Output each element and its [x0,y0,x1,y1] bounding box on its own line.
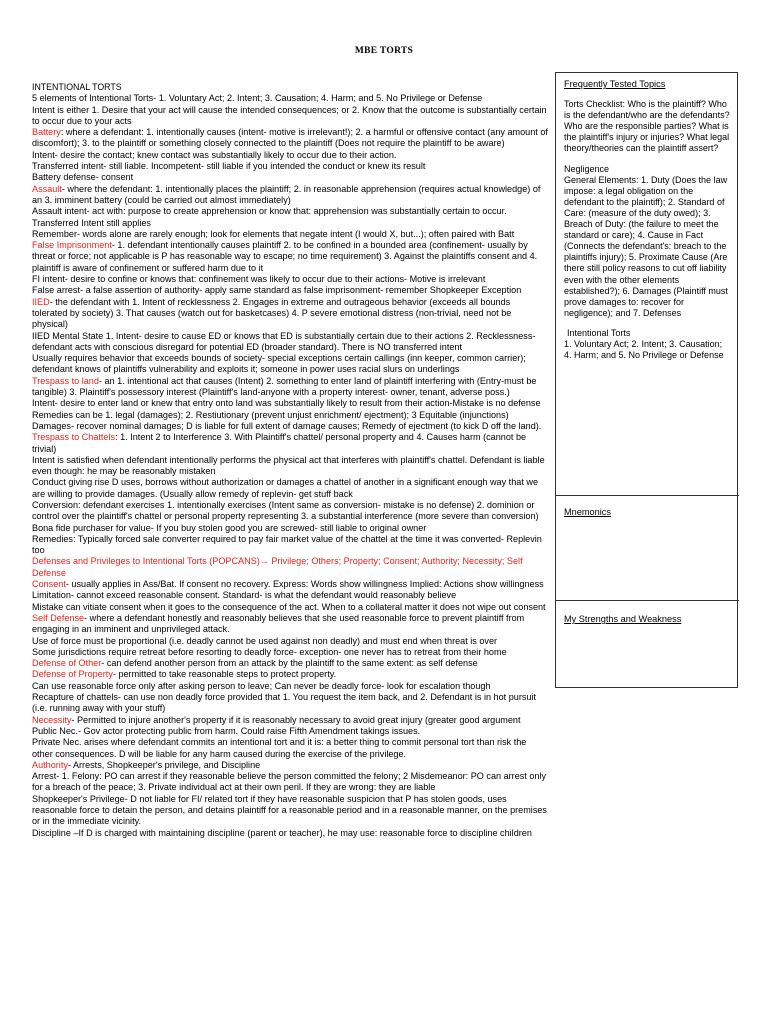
note-text: Damages- recover nominal damages; D is liable for full extent of damage causes; Remedy of ejectment (to kick D off the land). [32,420,542,431]
note-line [32,681,548,692]
note-line [32,421,548,432]
note-text: - permitted to take reasonable steps to protect property. [112,669,337,680]
note-line [32,127,548,150]
note-text: Intent- desire the contact; knew contact was substantially likely to occur due to their action. [32,149,397,160]
note-line [32,579,548,590]
note-line [32,206,548,229]
term-label: Assault [32,183,62,194]
term-label: Trespass to Chattels [32,432,116,443]
note-text: - usually applies in Ass/Bat. If consent no recovery. Express: Words show willingness Implied: Actions show willingness [65,579,544,590]
note-text: FI intent- desire to confine or knows that: confinement was likely to occur due to their actions- Motive is irrelevant [32,274,486,285]
term-label: Trespass to land [32,375,99,386]
note-text: Can use reasonable force only after asking person to leave; Can never be deadly force- look for escalation though [32,680,491,691]
note-line [32,602,548,613]
note-line [32,184,548,207]
note-line [32,556,548,579]
note-text: : where a defendant: 1. intentionally causes (intent- motive is irrelevant!); 2. a harmful or offensive contact (any amount of discomfort); 3. to the plaintiff or something closely connected to the plaintiff (Does not require the plaintiff to be aware) [32,127,548,149]
note-line [32,410,548,421]
note-text: Some jurisdictions require retreat before resorting to deadly force- exception- one never has to retreat from their home [32,646,507,657]
note-text: Remedies can be 1. legal (damages); 2. Restiutionary (prevent unjust enrichment/ ejectment); 3 Equitable (injunctions) [32,409,509,420]
intentional-torts-heading: Intentional Torts [567,327,631,338]
note-text: Use of force must be proportional (i.e. deadly cannot be used against non deadly) and must end when threat is over [32,635,498,646]
note-line [32,432,548,455]
note-line [32,715,548,726]
negligence-heading: Negligence [564,163,610,174]
term-label: Self Defense [32,612,85,623]
note-line [32,692,548,715]
note-text: 5 elements of Intentional Torts- 1. Voluntary Act; 2. Intent; 3. Causation; 4. Harm; and 5. No Privilege or Defense [32,93,483,104]
divider [556,600,739,601]
note-line [32,669,548,680]
note-line [32,455,548,478]
section-heading [32,82,548,93]
negligence-text: General Elements: 1. Duty (Does the law impose: a legal obligation on the defendant to the plaintiff); 2. Standard of Care: (measure of the duty owed); 3. Breach of Duty: (the failure to meet the standard or care); 4. Cause in Fact (Connects the defendant's: breach to the plaintiffs injury); 5. Proximate Cause (Are there still policy reasons to cut off liability even with the other elements established?); 6. Damages (Plaintiff must prove damages to: recover for negligence); and 7. Defenses [564,174,728,318]
note-line [32,658,548,669]
strengths-section [556,614,739,625]
note-text: - where a defendant honestly and reasonably believes that she used reasonable force to prevent plaintiff from engaging in an imminent and unprivileged attack. [32,612,525,635]
term-label: False Imprisonment [32,240,112,251]
note-line [32,534,548,557]
mnemonics-heading: Mnemonics [564,507,611,517]
note-text: Battery defense- consent [32,172,134,183]
note-text: - an 1. intentional act that causes (Intent) 2. something to enter land of plaintiff interfering with (Entry-must be tangible) 3. Plaintiff's possessory interest (Plaintiff's land-anyone with a property interest- owner, tenant, adverse poss.) [32,375,537,398]
term-label: Defense of Other [32,658,102,669]
note-text: INTENTIONAL TORTS [32,82,122,92]
frequently-tested-section [556,79,739,361]
note-line [32,477,548,500]
note-text: Discipline –If D is charged with maintaining discipline (parent or teacher), he may use: reasonable force to discipline children [32,827,532,838]
note-line [32,500,548,523]
term-label: Battery [32,127,61,138]
note-text: Arrest- 1. Felony: PO can arrest if they reasonable believe the person committed the felony; 2 Misdemeanor: PO can arrest only for a breach of the peace; 3. Private individual act at their own peril. If they are wrong: they are liable [32,771,547,793]
note-text: Usually requires behavior that exceeds bounds of society- special exceptions certain callings (inn keeper, common carrier); defendant knows of plaintiffs vulnerability and exploits it; someone in power uses racial slurs on underlings [32,353,526,375]
note-line [32,523,548,534]
note-text: Shopkeeper's Privilege- D not liable for FI/ related tort if they have reasonable suspicion that P has stolen goods, uses reasonable force to detain the person, and detains plaintiff for a reasonable period and in a reasonable manner, on the premises or in the immediate vicinity. [32,793,547,827]
note-line [32,771,548,794]
note-text: Intent is satisfied when defendant intentionally performs the physical act that interferes with plaintiff's chattel. Defendant is liable even though: he may be reasonably mistaken [32,454,545,477]
note-line [32,376,548,399]
note-text: Conduct giving rise D uses, borrows without authorization or damages a chattel of another in a significant enough way that we are willing to provide damages. (Usually allow remedy of replevin- get stuff back [32,477,538,499]
note-text: - the defendant with 1. Intent of recklessness 2. Engages in extreme and outrageous behavior (exceeds all bounds tolerated by society) 3. That causes (watch out for basketcases) 4. P severe emotional distress (non-trivial, need not be physical) [32,296,512,330]
note-line [32,93,548,104]
note-line [32,794,548,828]
note-line [32,150,548,161]
note-text: Conversion: defendant exercises 1. intentionally exercises (Intent same as conversion- mistake is no defense) 2. dominion or control over the plaintiff's chattel or personal property representing 3. a substantial interference (more severe than conversion) [32,499,539,522]
note-line [32,331,548,354]
note-line [32,647,548,658]
term-label: Defense of Property [32,669,113,680]
note-line [32,398,548,409]
note-line [32,828,548,839]
term-label: Necessity [32,714,72,725]
strengths-heading: My Strengths and Weakness [564,614,682,624]
torts-checklist: Torts Checklist: Who is the plaintiff? Who is the defendant/who are the defendants? Who are the responsible parties? What is the plaintiff's injury or injuries? What legal theory/theories can the plaintiff assert? [564,99,730,154]
note-line [32,737,548,760]
term-label: IIED [32,296,50,307]
sidebar-box [555,72,738,688]
note-text: - where the defendant: 1. intentionally places the plaintiff; 2. in reasonable apprehension (requires actual knowledge) of an 3. imminent battery (could be carried out almost immediately) [32,183,541,205]
note-line [32,161,548,172]
note-text: Public Nec.- Gov actor protecting public from harm. Could raise Fifth Amendment takings issues. [32,725,421,736]
note-text: : 1. Intent 2 to Interference 3. With Plaintiff's chattel/ personal property and 4. Causes harm (cannot be trivial) [32,432,527,454]
note-text: - Arrests, Shopkeeper's privilege, and Discipline [67,759,261,770]
term-label: Consent [32,579,66,590]
term-label: Defenses and Privileges to Intentional Torts (POPCANS)→ Privilege; Others; Property; Consent; Authority; Necessity; Self Defense [32,556,523,578]
note-line [32,590,548,601]
note-text: Limitation- cannot exceed reasonable consent. Standard- is what the defendant would reasonably believe [32,590,457,601]
note-text: Recapture of chattels- can use non deadly force provided that 1. You request the item back, and 2. Defendant is in hot pursuit (i.e. running away with your stuff) [32,692,537,714]
note-line [32,636,548,647]
note-line [32,274,548,285]
term-label: Authority [32,759,68,770]
document-title: MBE TORTS [354,46,414,56]
note-line [32,229,548,240]
note-text: Bona fide purchaser for value- If you buy stolen good you are screwed- still liable to original owner [32,522,427,533]
note-line [32,613,548,636]
note-line [32,240,548,274]
divider [556,495,739,496]
note-line [32,105,548,128]
note-text: - Permitted to injure another's property if it is reasonably necessary to avoid great injury (greater good argument [71,714,521,725]
frequently-tested-heading: Frequently Tested Topics [564,79,666,89]
note-text: Assault intent- act with: purpose to create apprehension or know that: apprehension was substantially certain to occur. Transferred Intent still applies [32,206,507,228]
note-line [32,285,548,296]
note-line [32,297,548,331]
note-text: Intent- desire to enter land or knew that entry onto land was substantially likely to result from their action-Mistake is no defense [32,398,541,409]
note-text: IIED Mental State 1. Intent- desire to cause ED or knows that ED is substantially certain due to their actions 2. Recklessness- defendant acts with conscious disregard for potential ED (broader standard). There is NO transferred intent [32,330,536,352]
note-text: - can defend another person from an attack by the plaintiff to the same extent: as self defense [101,658,478,669]
note-text: Remedies: Typically forced sale converter required to pay fair market value of the chattel at the time it was converted- Replevin too [32,533,542,556]
note-text: Private Nec. arises where defendant commits an intentional tort and it is: a better thing to commit personal tort than risk the other consequences. D will be liable for any harm caused during the exercise of the privilege. [32,737,527,759]
note-text: Remember- words alone are rarely enough; look for elements that negate intent (I would X, but...); often paired with Batt [32,228,515,239]
note-line [32,760,548,771]
note-text: - 1. defendant intentionally causes plaintiff 2. to be confined in a bounded area (confinement- usually by threat or force; not applicable is P has reasonable way to escape; no time requirement) 3. Against the plaintiffs consent and 4. plaintiff is aware of confinement or suffered harm due to it [32,240,538,273]
note-text: Intent is either 1. Desire that your act will cause the intended consequences; or 2. Know that the outcome is substantially certain to occur due to your acts [32,104,547,126]
note-line [32,353,548,376]
intentional-torts-text: 1. Voluntary Act; 2. Intent; 3. Causation; 4. Harm; and 5. No Privilege or Defense [564,338,724,361]
note-line [32,726,548,737]
note-text: Mistake can vitiate consent when it goes to the consequence of the act. When to a collateral matter it does not wipe out consent [32,601,546,612]
note-text: Transferred intent- still liable. Incompetent- still liable if you intended the conduct or knew its result [32,161,426,172]
mnemonics-section [556,507,739,518]
note-line [32,172,548,183]
main-notes [32,82,548,839]
note-text: False arrest- a false assertion of authority- apply same standard as false imprisonment- remember Shopkeeper Exception [32,285,522,296]
